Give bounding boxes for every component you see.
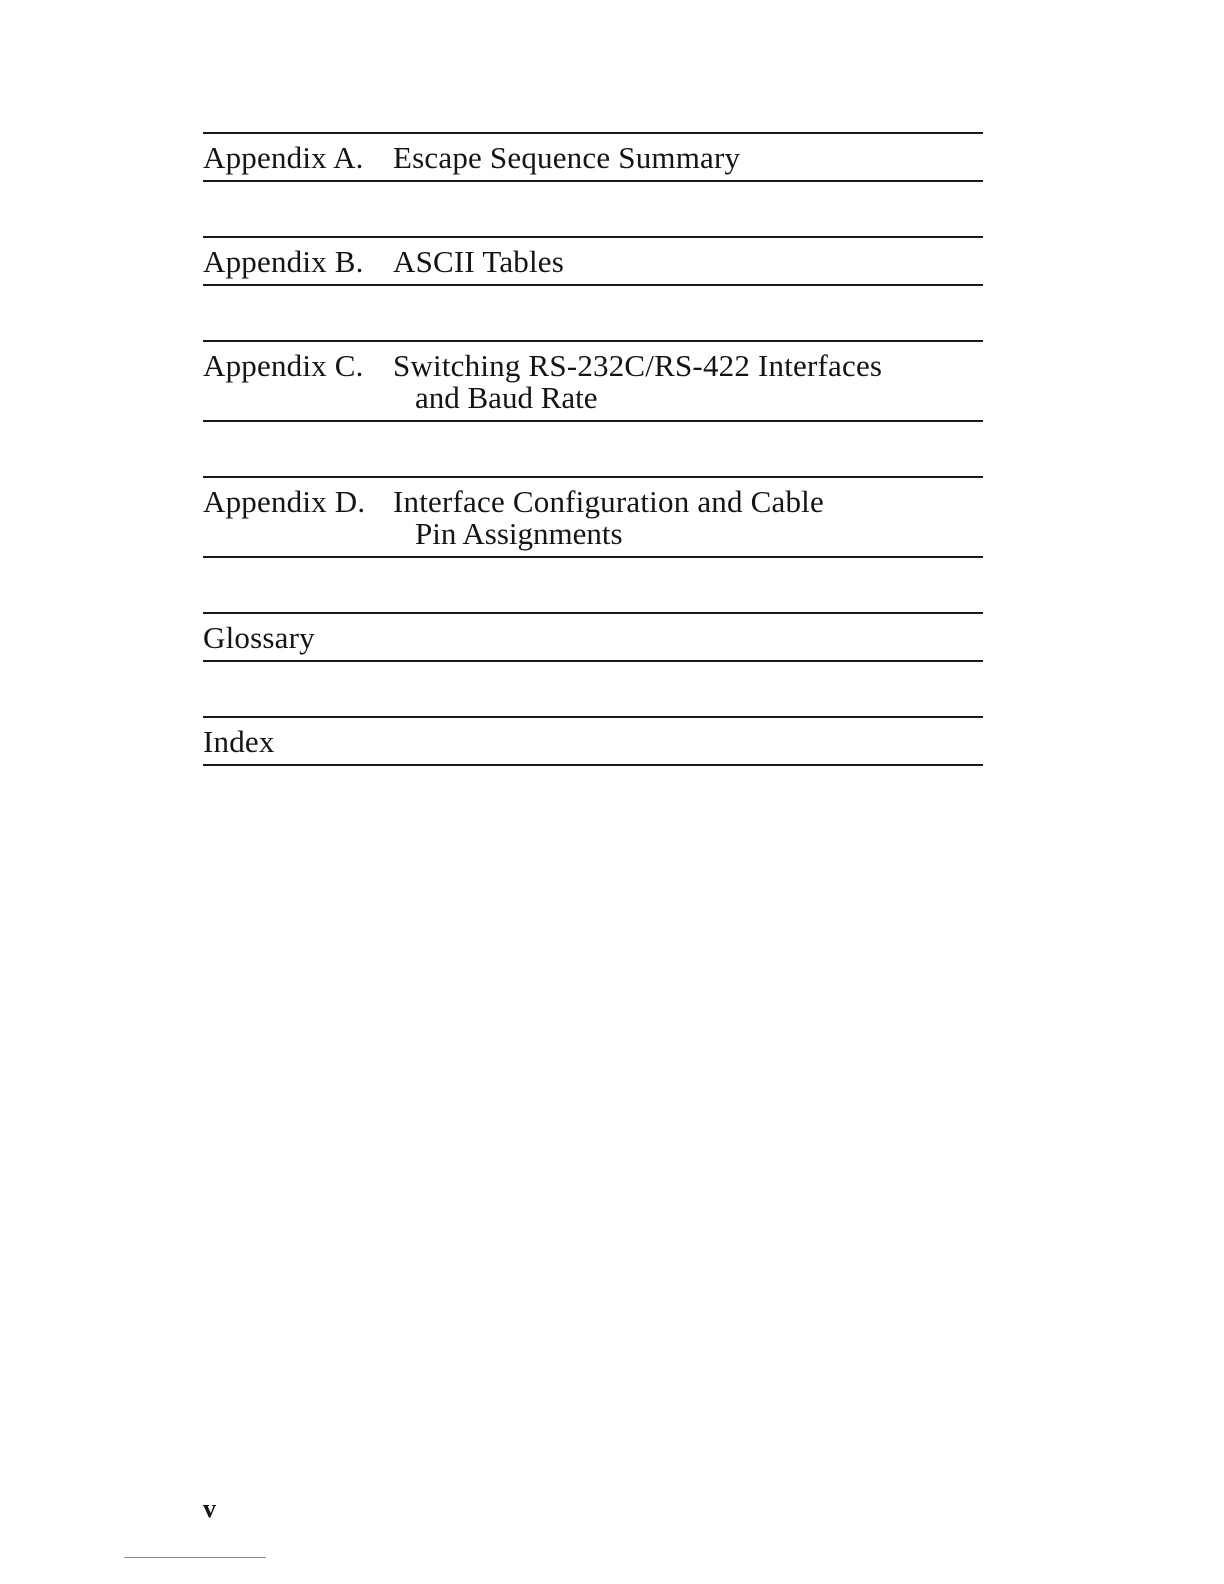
toc-entry-appendix-b bbox=[203, 236, 983, 286]
toc-entry-title: ASCII Tables bbox=[393, 244, 565, 279]
toc-entry-label: Appendix B. bbox=[203, 244, 364, 279]
toc-entry-title-continuation: Pin Assignments bbox=[415, 516, 623, 551]
toc-entry-glossary bbox=[203, 612, 983, 662]
toc-entry-index bbox=[203, 716, 983, 766]
toc-entry-appendix-d bbox=[203, 476, 983, 558]
toc-entry-label: Index bbox=[203, 724, 275, 759]
toc-entry-label: Glossary bbox=[203, 620, 315, 655]
toc-entry-title: Switching RS-232C/RS-422 Interfaces bbox=[393, 348, 883, 383]
toc-entry-title: Interface Configuration and Cable bbox=[393, 484, 824, 519]
page-number: v bbox=[203, 1494, 216, 1523]
toc-entry-title-continuation: and Baud Rate bbox=[415, 380, 598, 415]
scan-artifact-line bbox=[124, 1557, 266, 1558]
toc-entry-title: Escape Sequence Summary bbox=[393, 140, 741, 175]
toc-entry-label: Appendix C. bbox=[203, 348, 364, 383]
table-of-contents bbox=[203, 132, 983, 820]
toc-entry-appendix-c bbox=[203, 340, 983, 422]
toc-entry-appendix-a bbox=[203, 132, 983, 182]
toc-entry-label: Appendix D. bbox=[203, 484, 366, 519]
toc-entry-label: Appendix A. bbox=[203, 140, 364, 175]
